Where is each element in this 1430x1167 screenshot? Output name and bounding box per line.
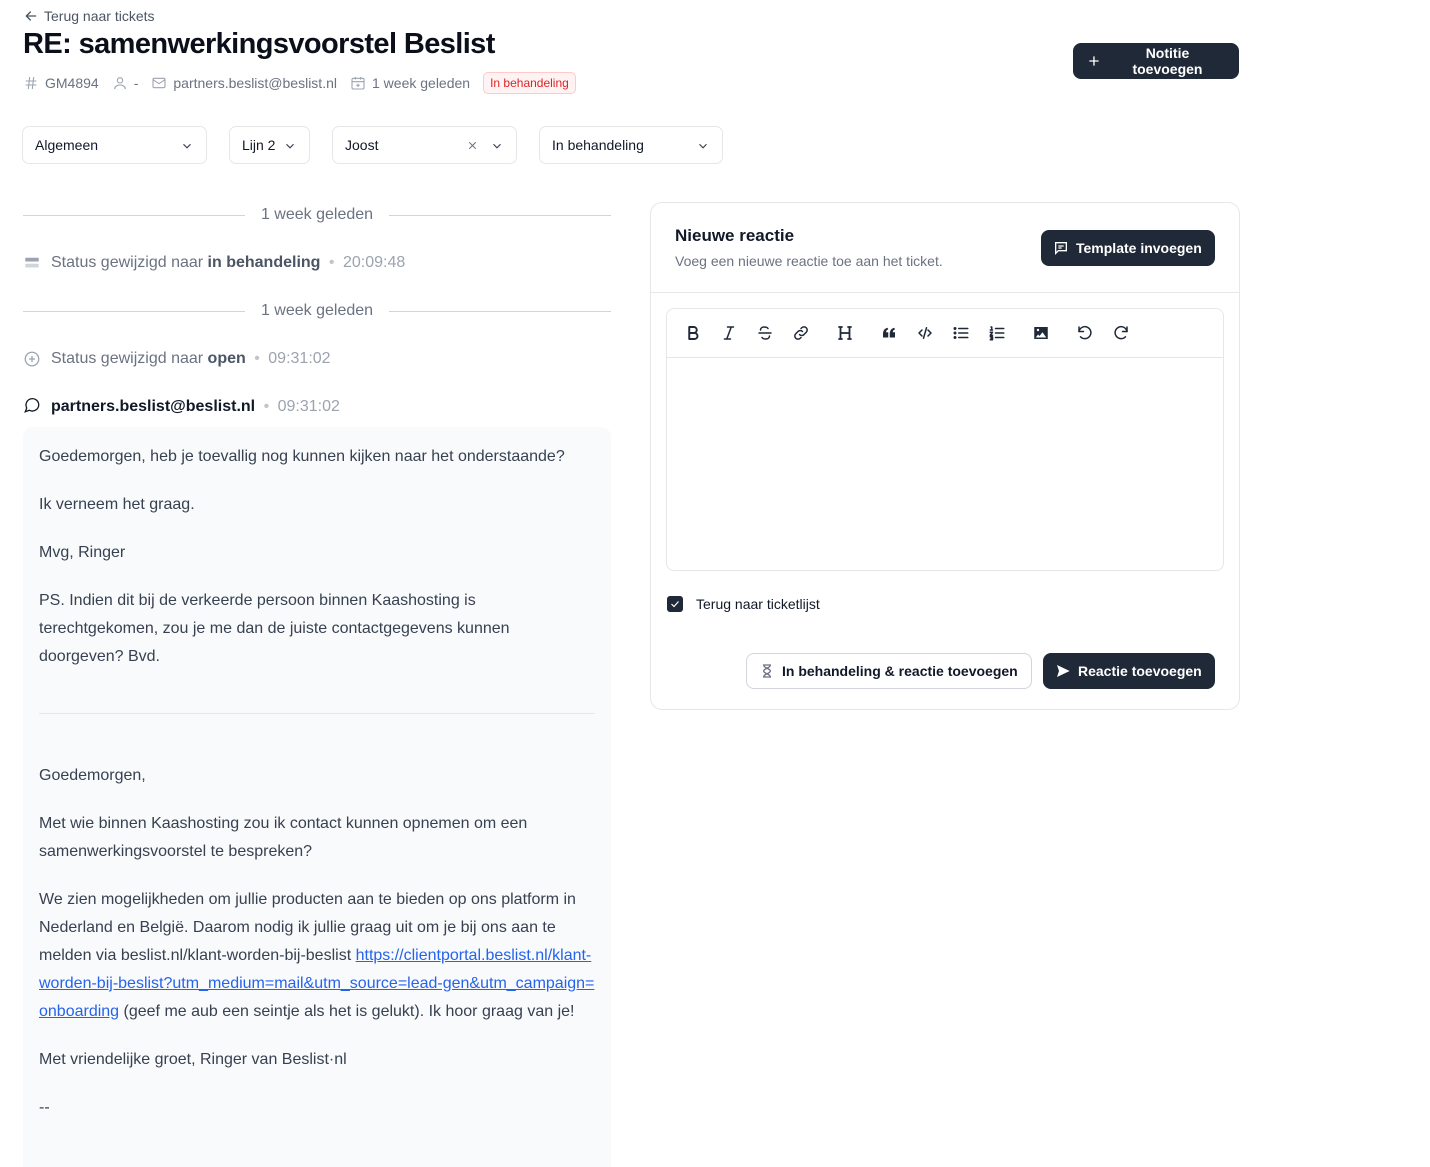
agent-select[interactable]: Joost — [332, 126, 517, 164]
send-icon — [1055, 663, 1071, 679]
undo-icon[interactable] — [1075, 323, 1095, 343]
pending-and-reply-button[interactable]: In behandeling & reactie toevoegen — [746, 653, 1032, 689]
strikethrough-icon[interactable] — [755, 323, 775, 343]
timeline-divider: 1 week geleden — [23, 205, 611, 225]
hash-icon — [23, 75, 39, 91]
redo-icon[interactable] — [1111, 323, 1131, 343]
quote-icon[interactable] — [879, 323, 899, 343]
bullet-list-icon[interactable] — [951, 323, 971, 343]
clear-icon[interactable] — [466, 139, 479, 152]
user-icon — [112, 75, 128, 91]
italic-icon[interactable] — [719, 323, 739, 343]
chevron-down-icon — [180, 139, 194, 153]
reply-panel-header — [651, 203, 1239, 293]
status-change-event: Status gewijzigd naar in behandeling • 20:09:48 — [23, 251, 405, 275]
hourglass-icon — [759, 663, 775, 679]
back-link-label: Terug naar tickets — [44, 8, 155, 24]
ticket-email: partners.beslist@beslist.nl — [151, 75, 337, 91]
return-to-list-option — [667, 596, 820, 612]
ordered-list-icon[interactable] — [987, 323, 1007, 343]
ticket-assignee: - — [112, 75, 139, 91]
timeline-divider: 1 week geleden — [23, 301, 611, 321]
divider-line — [23, 311, 245, 312]
bold-icon[interactable] — [683, 323, 703, 343]
mail-icon — [151, 75, 167, 91]
return-to-list-checkbox[interactable] — [667, 596, 683, 612]
calendar-plus-icon — [350, 75, 366, 91]
insert-template-button[interactable]: Template invoegen — [1041, 230, 1215, 266]
message-body: Goedemorgen, heb je toevallig nog kunnen kijken naar het onderstaande? Ik verneem het graag. Mvg, Ringer PS. Indien dit bij de verkeerde persoon binnen Kaashosting is terechtgekomen, zou je me dan de juiste contactgegevens kunnen doorgeven? Bvd. Goedemorgen, Met wie binnen Kaashosting zou ik contact kunnen opnemen om een samenwerkingsvoorstel te bespreken? We zien mogelijkheden om jullie producten aan te bieden op ons platform in Nederland en België. Daarom nodig ik jullie graag uit om je bij ons aan te melden via beslist.nl/klant-worden-bij-beslist https://clientportal.beslist.nl/klant-worden-bij-beslist?utm_medium=mail&utm_source=lead-gen&utm_campaign=onboarding (geef me aub een seintje als het is gelukt). Ik hoor graag van je! Met vriendelijke groet, Ringer van Beslist·nl -- — [23, 427, 611, 1167]
chevron-down-icon — [490, 139, 504, 153]
page-title: RE: samenwerkingsvoorstel Beslist — [23, 28, 495, 60]
heading-icon[interactable] — [835, 323, 855, 343]
status-change-event: Status gewijzigd naar open • 09:31:02 — [23, 347, 331, 371]
line-select[interactable]: Lijn 2 — [229, 126, 310, 164]
reply-panel — [650, 202, 1240, 710]
circle-plus-icon — [23, 350, 41, 368]
message-sender: partners.beslist@beslist.nl — [51, 398, 256, 415]
editor-toolbar — [667, 309, 1223, 358]
reply-subtitle: Voeg een nieuwe reactie toe aan het ticket. — [675, 253, 943, 269]
plus-icon — [1086, 53, 1102, 69]
message-circle-icon — [23, 396, 41, 414]
ticket-meta — [23, 71, 576, 95]
image-icon[interactable] — [1031, 323, 1051, 343]
divider-line — [23, 215, 245, 216]
chevron-down-icon — [696, 139, 710, 153]
category-select[interactable]: Algemeen — [22, 126, 207, 164]
editor-content-area[interactable] — [667, 358, 1223, 570]
reply-title: Nieuwe reactie — [675, 226, 795, 245]
rich-text-editor[interactable] — [666, 308, 1224, 571]
quote-divider — [39, 713, 595, 714]
message-paragraph-link: We zien mogelijkheden om jullie producten aan te bieden op ons platform in Nederland en België. Daarom nodig ik jullie graag uit om je bij ons aan te melden via beslist.nl/klant-worden-bij-beslist https://clientportal.beslist.nl/klant-worden-bij-beslist?utm_medium=mail&utm_source=lead-gen&utm_campaign=onboarding (geef me aub een seintje als het is gelukt). Ik hoor graag van je! — [39, 891, 595, 1020]
status-badge: In behandeling — [483, 72, 576, 94]
add-reply-button[interactable]: Reactie toevoegen — [1043, 653, 1215, 689]
message-square-icon — [1053, 240, 1069, 256]
onboarding-link[interactable]: https://clientportal.beslist.nl/klant-worden-bij-beslist?utm_medium=mail&utm_source=lead-gen&utm_campaign=onboarding — [39, 947, 595, 1020]
link-icon[interactable] — [791, 323, 811, 343]
back-to-tickets-link[interactable] — [23, 8, 155, 24]
status-select[interactable]: In behandeling — [539, 126, 723, 164]
divider-line — [389, 215, 611, 216]
status-bars-icon — [23, 254, 41, 272]
ticket-id: GM4894 — [23, 75, 99, 91]
code-icon[interactable] — [915, 323, 935, 343]
ticket-created: 1 week geleden — [350, 75, 470, 91]
add-note-button[interactable]: Notitie toevoegen — [1073, 43, 1239, 79]
return-to-list-label: Terug naar ticketlijst — [696, 596, 820, 612]
divider-line — [389, 311, 611, 312]
chevron-down-icon — [283, 139, 297, 153]
arrow-left-icon — [23, 8, 39, 24]
message-header: partners.beslist@beslist.nl • 09:31:02 — [23, 395, 340, 419]
check-icon — [669, 598, 681, 610]
